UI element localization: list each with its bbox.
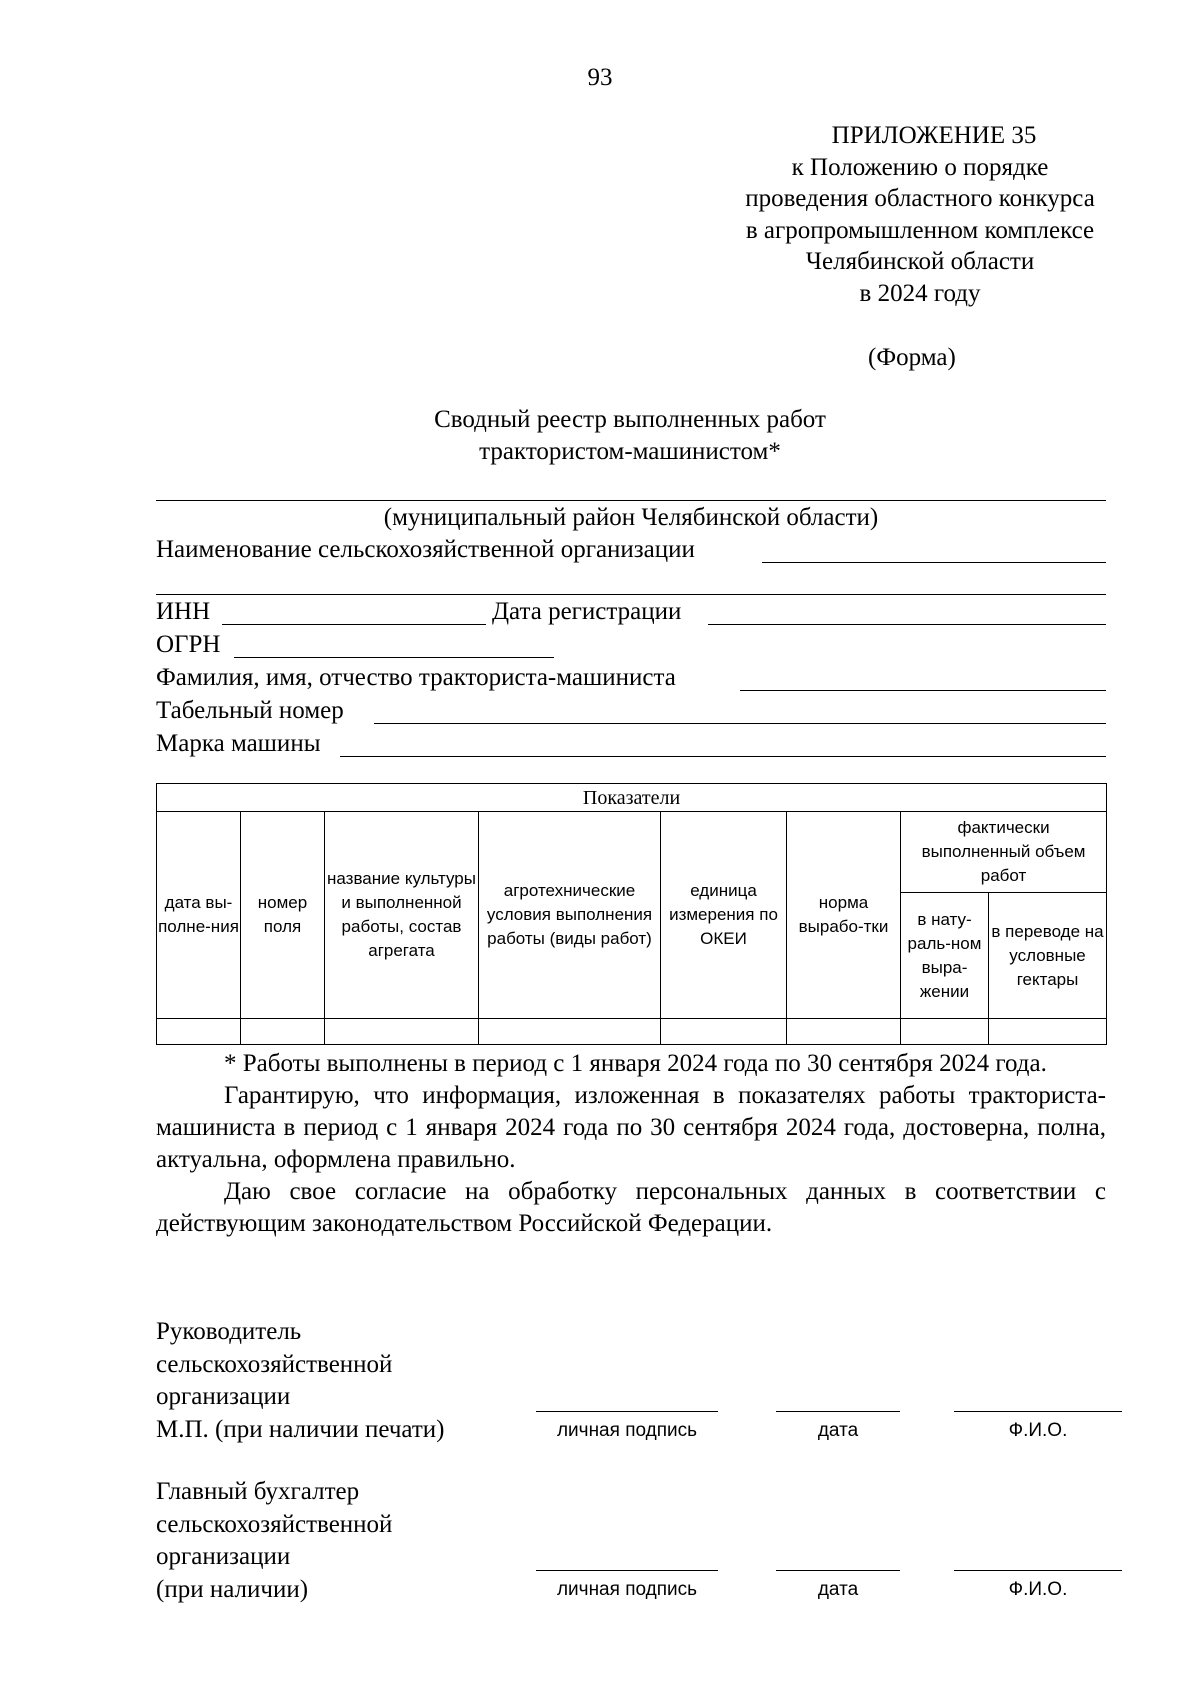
inn-label: ИНН	[156, 598, 211, 625]
guarantee-text: Гарантирую, что информация, изложенная в показателях работы тракториста-машиниста в период с 1 января 2024 года по 30 сентября 2024 года, достоверна, полна, актуальна, оформлена правильно.	[156, 1082, 1106, 1173]
accountant-date-caption: дата	[817, 1579, 859, 1600]
table-row	[157, 1019, 1107, 1045]
col-natural-header: в нату-раль-ном выра-жении	[901, 893, 989, 1019]
annex-title: ПРИЛОЖЕНИЕ 35	[831, 122, 1037, 149]
accountant-date-blank[interactable]	[776, 1570, 900, 1571]
signature-label-line: Главный бухгалтер	[156, 1478, 360, 1505]
table-cell[interactable]	[661, 1019, 787, 1045]
head-name-caption: Ф.И.О.	[1008, 1420, 1068, 1441]
annex-line: в 2024 году	[859, 279, 981, 307]
annex-line: к Положению о порядке	[791, 153, 1049, 181]
annex-header	[700, 120, 1140, 309]
signature-label-line: сельскохозяйственной	[156, 1350, 393, 1378]
col-date-header: дата вы-полне-ния	[157, 812, 241, 1019]
inn-blank[interactable]	[222, 624, 486, 625]
machine-label: Марка машины	[156, 730, 321, 757]
machine-blank[interactable]	[340, 756, 1106, 757]
reg-date-label: Дата регистрации	[492, 598, 682, 625]
page-number: 93	[587, 64, 613, 91]
org-name-blank[interactable]	[762, 562, 1106, 563]
col-conv-header: в переводе на условные гектары	[989, 893, 1107, 1019]
accountant-signature-label	[156, 1476, 392, 1606]
footnote: * Работы выполнены в период с 1 января 2024 года по 30 сентября 2024 года.	[224, 1050, 1047, 1077]
signature-label-line: организации	[156, 1543, 291, 1570]
table-cell[interactable]	[901, 1019, 989, 1045]
signature-label-line: сельскохозяйственной	[156, 1510, 393, 1538]
accountant-name-blank[interactable]	[954, 1570, 1122, 1571]
col-norm-header: норма вырабо-тки	[787, 812, 901, 1019]
consent-text: Даю свое согласие на обработку персональных данных в соответствии с действующим законодательством Российской Федерации.	[156, 1178, 1106, 1237]
signature-label-line: (при наличии)	[156, 1575, 309, 1603]
col-field-header: номер поля	[241, 812, 325, 1019]
col-unit-header: единица измерения по ОКЕИ	[661, 812, 787, 1019]
head-sign-caption: личная подпись	[556, 1420, 698, 1441]
col-actual-header: фактически выполненный объем работ	[901, 812, 1107, 893]
col-crop-header: название культуры и выполненной работы, состав агрегата	[325, 812, 479, 1019]
accountant-name-caption: Ф.И.О.	[1008, 1579, 1068, 1600]
table-cell[interactable]	[989, 1019, 1107, 1045]
document-title	[300, 404, 960, 468]
head-signature-label	[156, 1316, 445, 1446]
registry-table	[156, 783, 1107, 1045]
signature-label-line: М.П. (при наличии печати)	[156, 1415, 445, 1443]
form-label: (Форма)	[868, 344, 956, 371]
org-name-label: Наименование сельскохозяйственной организации	[156, 536, 695, 563]
ogrn-label: ОГРН	[156, 631, 221, 658]
title-line: Сводный реестр выполненных работ	[434, 406, 826, 433]
title-line: трактористом-машинистом*	[479, 438, 781, 465]
table-cell[interactable]	[241, 1019, 325, 1045]
tab-number-blank[interactable]	[374, 723, 1106, 724]
head-sign-blank[interactable]	[536, 1411, 718, 1412]
annex-line: Челябинской области	[805, 248, 1035, 275]
annex-line: проведения областного конкурса	[745, 185, 1095, 212]
fio-label: Фамилия, имя, отчество тракториста-машиниста	[156, 664, 676, 691]
accountant-sign-caption: личная подпись	[556, 1579, 698, 1600]
fio-blank[interactable]	[740, 690, 1106, 691]
table-cell[interactable]	[325, 1019, 479, 1045]
head-date-blank[interactable]	[776, 1411, 900, 1412]
signature-label-line: Руководитель	[156, 1318, 302, 1345]
col-agro-header: агротехнические условия выполнения работы (виды работ)	[479, 812, 661, 1019]
reg-date-blank[interactable]	[708, 624, 1106, 625]
notes-block	[156, 1048, 1106, 1240]
indicators-header: Показатели	[157, 784, 1107, 812]
annex-line: в агропромышленном комплексе	[745, 216, 1095, 244]
head-name-blank[interactable]	[954, 1411, 1122, 1412]
tab-number-label: Табельный номер	[156, 697, 344, 724]
municipal-caption: (муниципальный район Челябинской области)	[383, 504, 879, 531]
table-cell[interactable]	[787, 1019, 901, 1045]
table-cell[interactable]	[157, 1019, 241, 1045]
signature-label-line: организации	[156, 1383, 291, 1410]
municipal-district-blank[interactable]	[156, 500, 1106, 501]
ogrn-blank[interactable]	[234, 657, 554, 658]
accountant-sign-blank[interactable]	[536, 1570, 718, 1571]
org-name-blank-2[interactable]	[156, 594, 1106, 595]
head-date-caption: дата	[817, 1420, 859, 1441]
table-cell[interactable]	[479, 1019, 661, 1045]
